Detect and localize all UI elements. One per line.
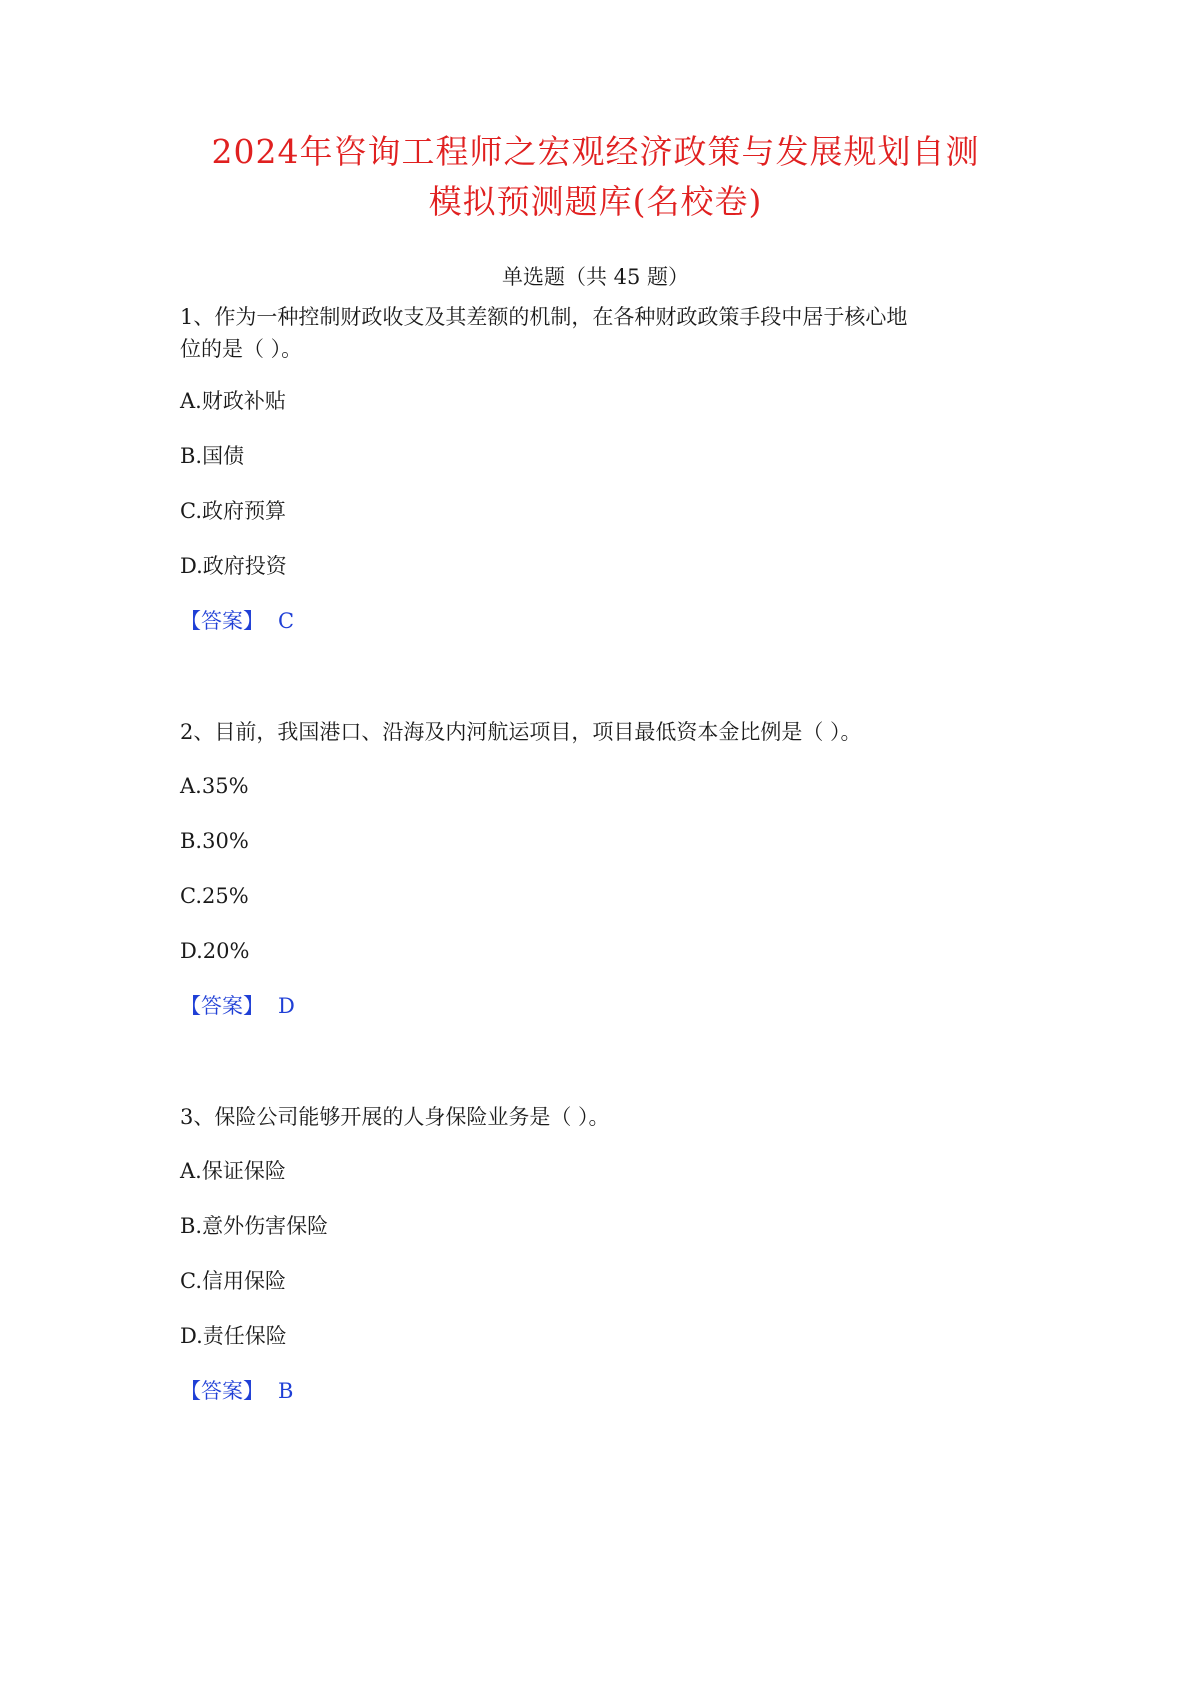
question-2-option-a: A.35%	[180, 774, 249, 798]
question-2-option-d: D.20%	[180, 939, 250, 963]
answer-value: C	[278, 609, 295, 633]
question-1-option-d: D.政府投资	[180, 554, 287, 578]
question-3-option-b: B.意外伤害保险	[180, 1214, 329, 1238]
question-3-option-a: A.保证保险	[180, 1159, 286, 1183]
question-1-option-b: B.国债	[180, 444, 245, 468]
question-1-text-line-1: 1、作为一种控制财政收支及其差额的机制，在各种财政政策手段中居于核心地	[180, 305, 908, 329]
question-2-answer	[180, 991, 295, 1021]
question-1-text-line-2: 位的是（ ）。	[180, 337, 303, 361]
question-2-option-c: C.25%	[180, 884, 249, 908]
question-3-answer	[180, 1376, 293, 1406]
question-1-option-c: C.政府预算	[180, 499, 286, 523]
answer-label: 【答案】	[180, 609, 264, 633]
answer-label: 【答案】	[180, 994, 264, 1018]
question-3-option-d: D.责任保险	[180, 1324, 287, 1348]
section-heading: 单选题（共 45 题）	[501, 265, 690, 289]
question-1-answer	[180, 606, 294, 636]
answer-value: D	[278, 994, 295, 1018]
question-2-text-line-1: 2、目前，我国港口、沿海及内河航运项目，项目最低资本金比例是（ ）。	[180, 720, 862, 744]
question-1-option-a: A.财政补贴	[180, 389, 286, 413]
question-2-option-b: B.30%	[180, 829, 249, 853]
answer-label: 【答案】	[180, 1379, 264, 1403]
answer-value: B	[278, 1379, 294, 1403]
question-3-option-c: C.信用保险	[180, 1269, 286, 1293]
question-3-text-line-1: 3、保险公司能够开展的人身保险业务是（ ）。	[180, 1105, 610, 1129]
document-title-line-2: 模拟预测题库(名校卷)	[428, 182, 763, 221]
document-title-line-1: 2024年咨询工程师之宏观经济政策与发展规划自测	[211, 132, 980, 171]
